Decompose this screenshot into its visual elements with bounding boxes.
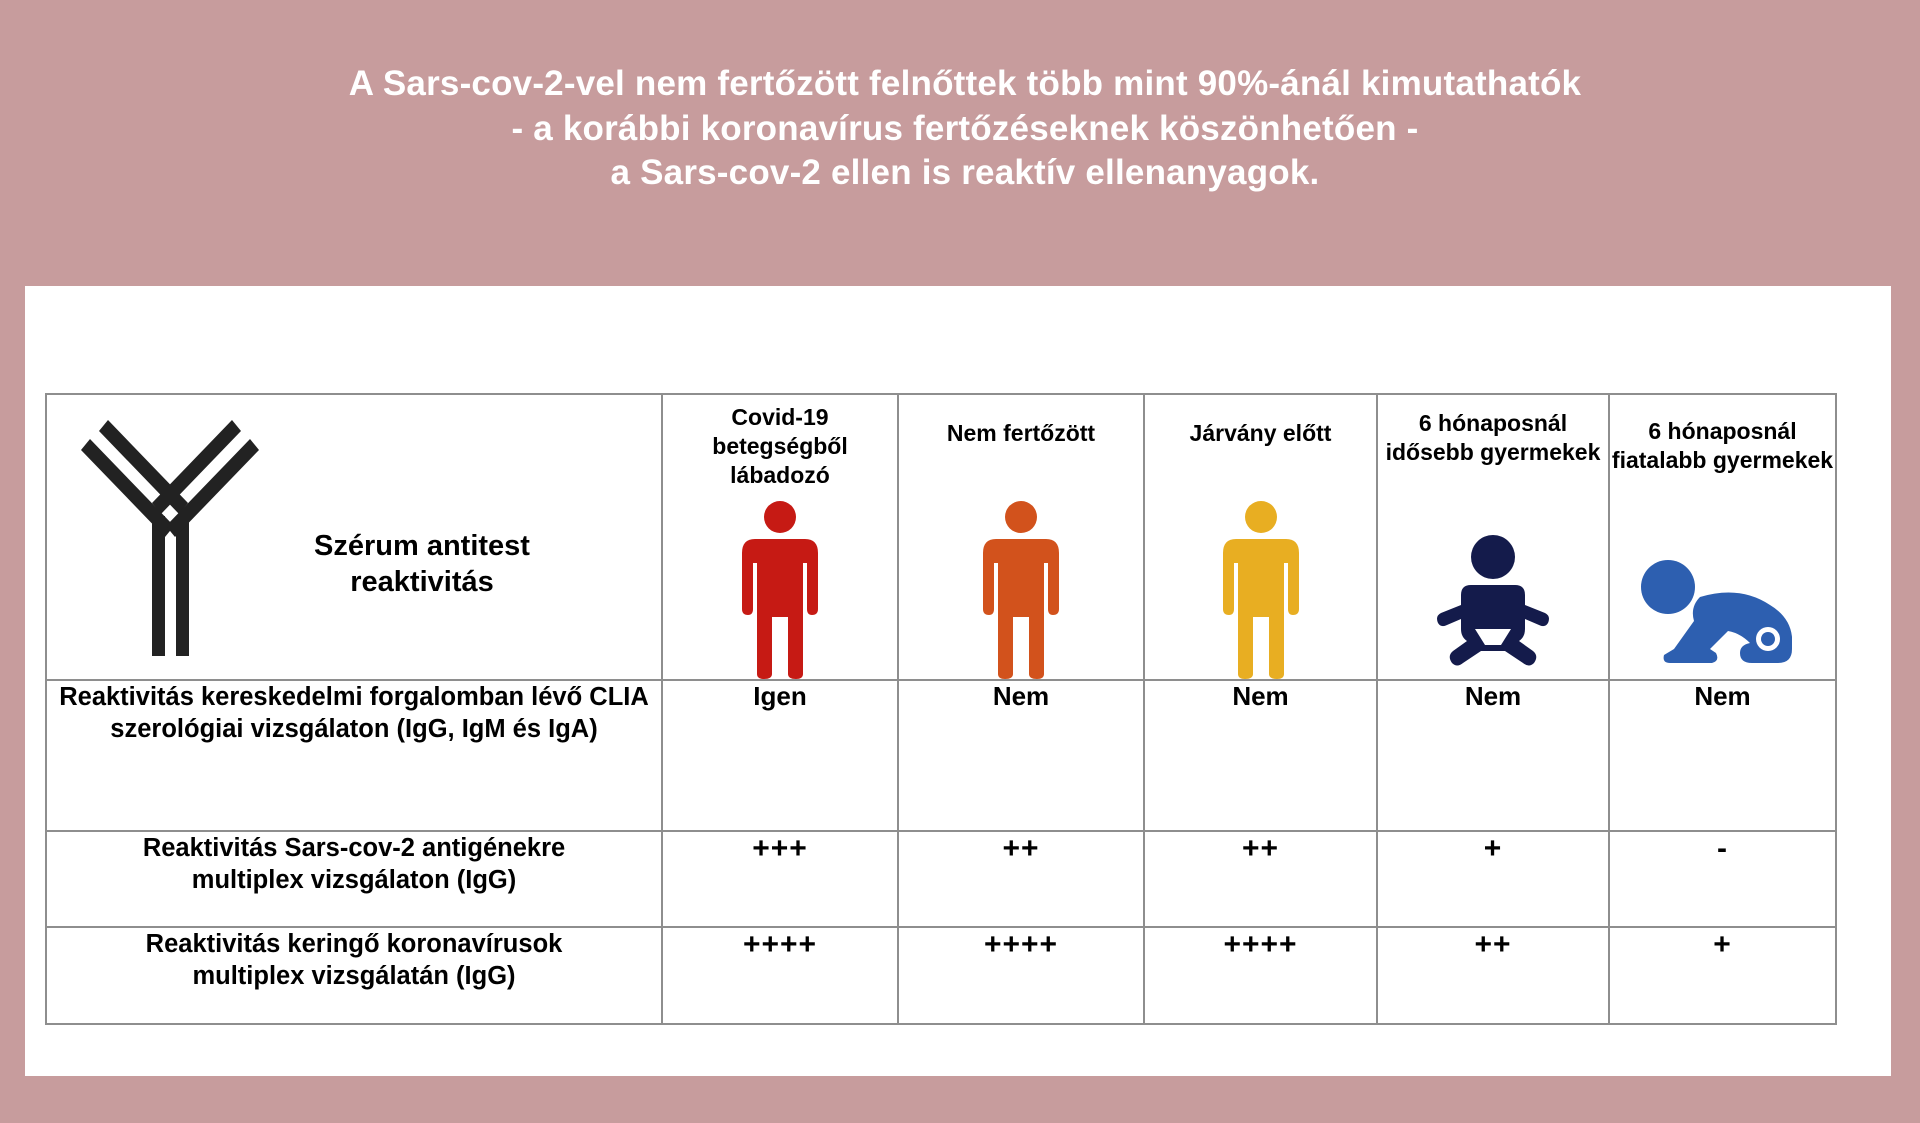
- row-label: Reaktivitás keringő koronavírusok multiplex vizsgálatán (IgG): [46, 927, 662, 1024]
- table-cell: ++++: [662, 927, 898, 1024]
- column-label: Nem fertőzött: [946, 420, 1096, 446]
- header-row: [46, 394, 1836, 680]
- table-cell: ++: [1377, 927, 1609, 1024]
- column-header-convalescent: [662, 394, 898, 680]
- table-cell: +++: [662, 831, 898, 927]
- corner-cell: [46, 394, 662, 680]
- table-cell: +: [1609, 927, 1836, 1024]
- table-row: [46, 927, 1836, 1024]
- table-cell: ++: [898, 831, 1144, 927]
- column-label: Covid-19 betegségből lábadozó: [712, 404, 848, 488]
- column-label: Járvány előtt: [1189, 420, 1332, 446]
- baby-crawling-icon: [1640, 557, 1810, 667]
- table-cell: Igen: [662, 680, 898, 830]
- row-label: Reaktivitás kereskedelmi forgalomban lévő CLIA szerológiai vizsgálaton (IgG, IgM és IgA): [46, 680, 662, 830]
- table-cell: +: [1377, 831, 1609, 927]
- row-label: Reaktivitás Sars-cov-2 antigénekre multiplex vizsgálaton (IgG): [46, 831, 662, 927]
- table-cell: Nem: [898, 680, 1144, 830]
- corner-label: Szérum antitest reaktivitás: [314, 530, 530, 598]
- table-cell: ++: [1144, 831, 1377, 927]
- adult-person-icon: [1211, 499, 1311, 679]
- column-label: 6 hónaposnál idősebb gyermekek: [1385, 410, 1601, 465]
- table-cell: -: [1609, 831, 1836, 927]
- adult-person-icon: [730, 499, 830, 679]
- headline-line-3: a Sars-cov-2 ellen is reaktív ellenanyagok.: [610, 153, 1320, 192]
- column-label: 6 hónaposnál fiatalabb gyermekek: [1611, 418, 1834, 473]
- column-header-pre-pandemic: [1144, 394, 1377, 680]
- table-cell: ++++: [898, 927, 1144, 1024]
- column-header-younger-children: [1609, 394, 1836, 680]
- table-cell: Nem: [1377, 680, 1609, 830]
- table-cell: ++++: [1144, 927, 1377, 1024]
- headline-line-1: A Sars-cov-2-vel nem fertőzött felnőttek több mint 90%-ánál kimutathatók: [348, 64, 1582, 103]
- table-cell: Nem: [1609, 680, 1836, 830]
- baby-sitting-icon: [1433, 533, 1553, 673]
- adult-person-icon: [971, 499, 1071, 679]
- table-cell: Nem: [1144, 680, 1377, 830]
- headline: [0, 62, 1920, 196]
- column-header-older-children: [1377, 394, 1609, 680]
- headline-line-2: - a korábbi koronavírus fertőzéseknek köszönhetően -: [511, 108, 1419, 148]
- reactivity-table: [45, 393, 1837, 1025]
- column-header-uninfected: [898, 394, 1144, 680]
- table-row: [46, 680, 1836, 830]
- table-row: [46, 831, 1836, 927]
- antibody-icon: [75, 415, 265, 660]
